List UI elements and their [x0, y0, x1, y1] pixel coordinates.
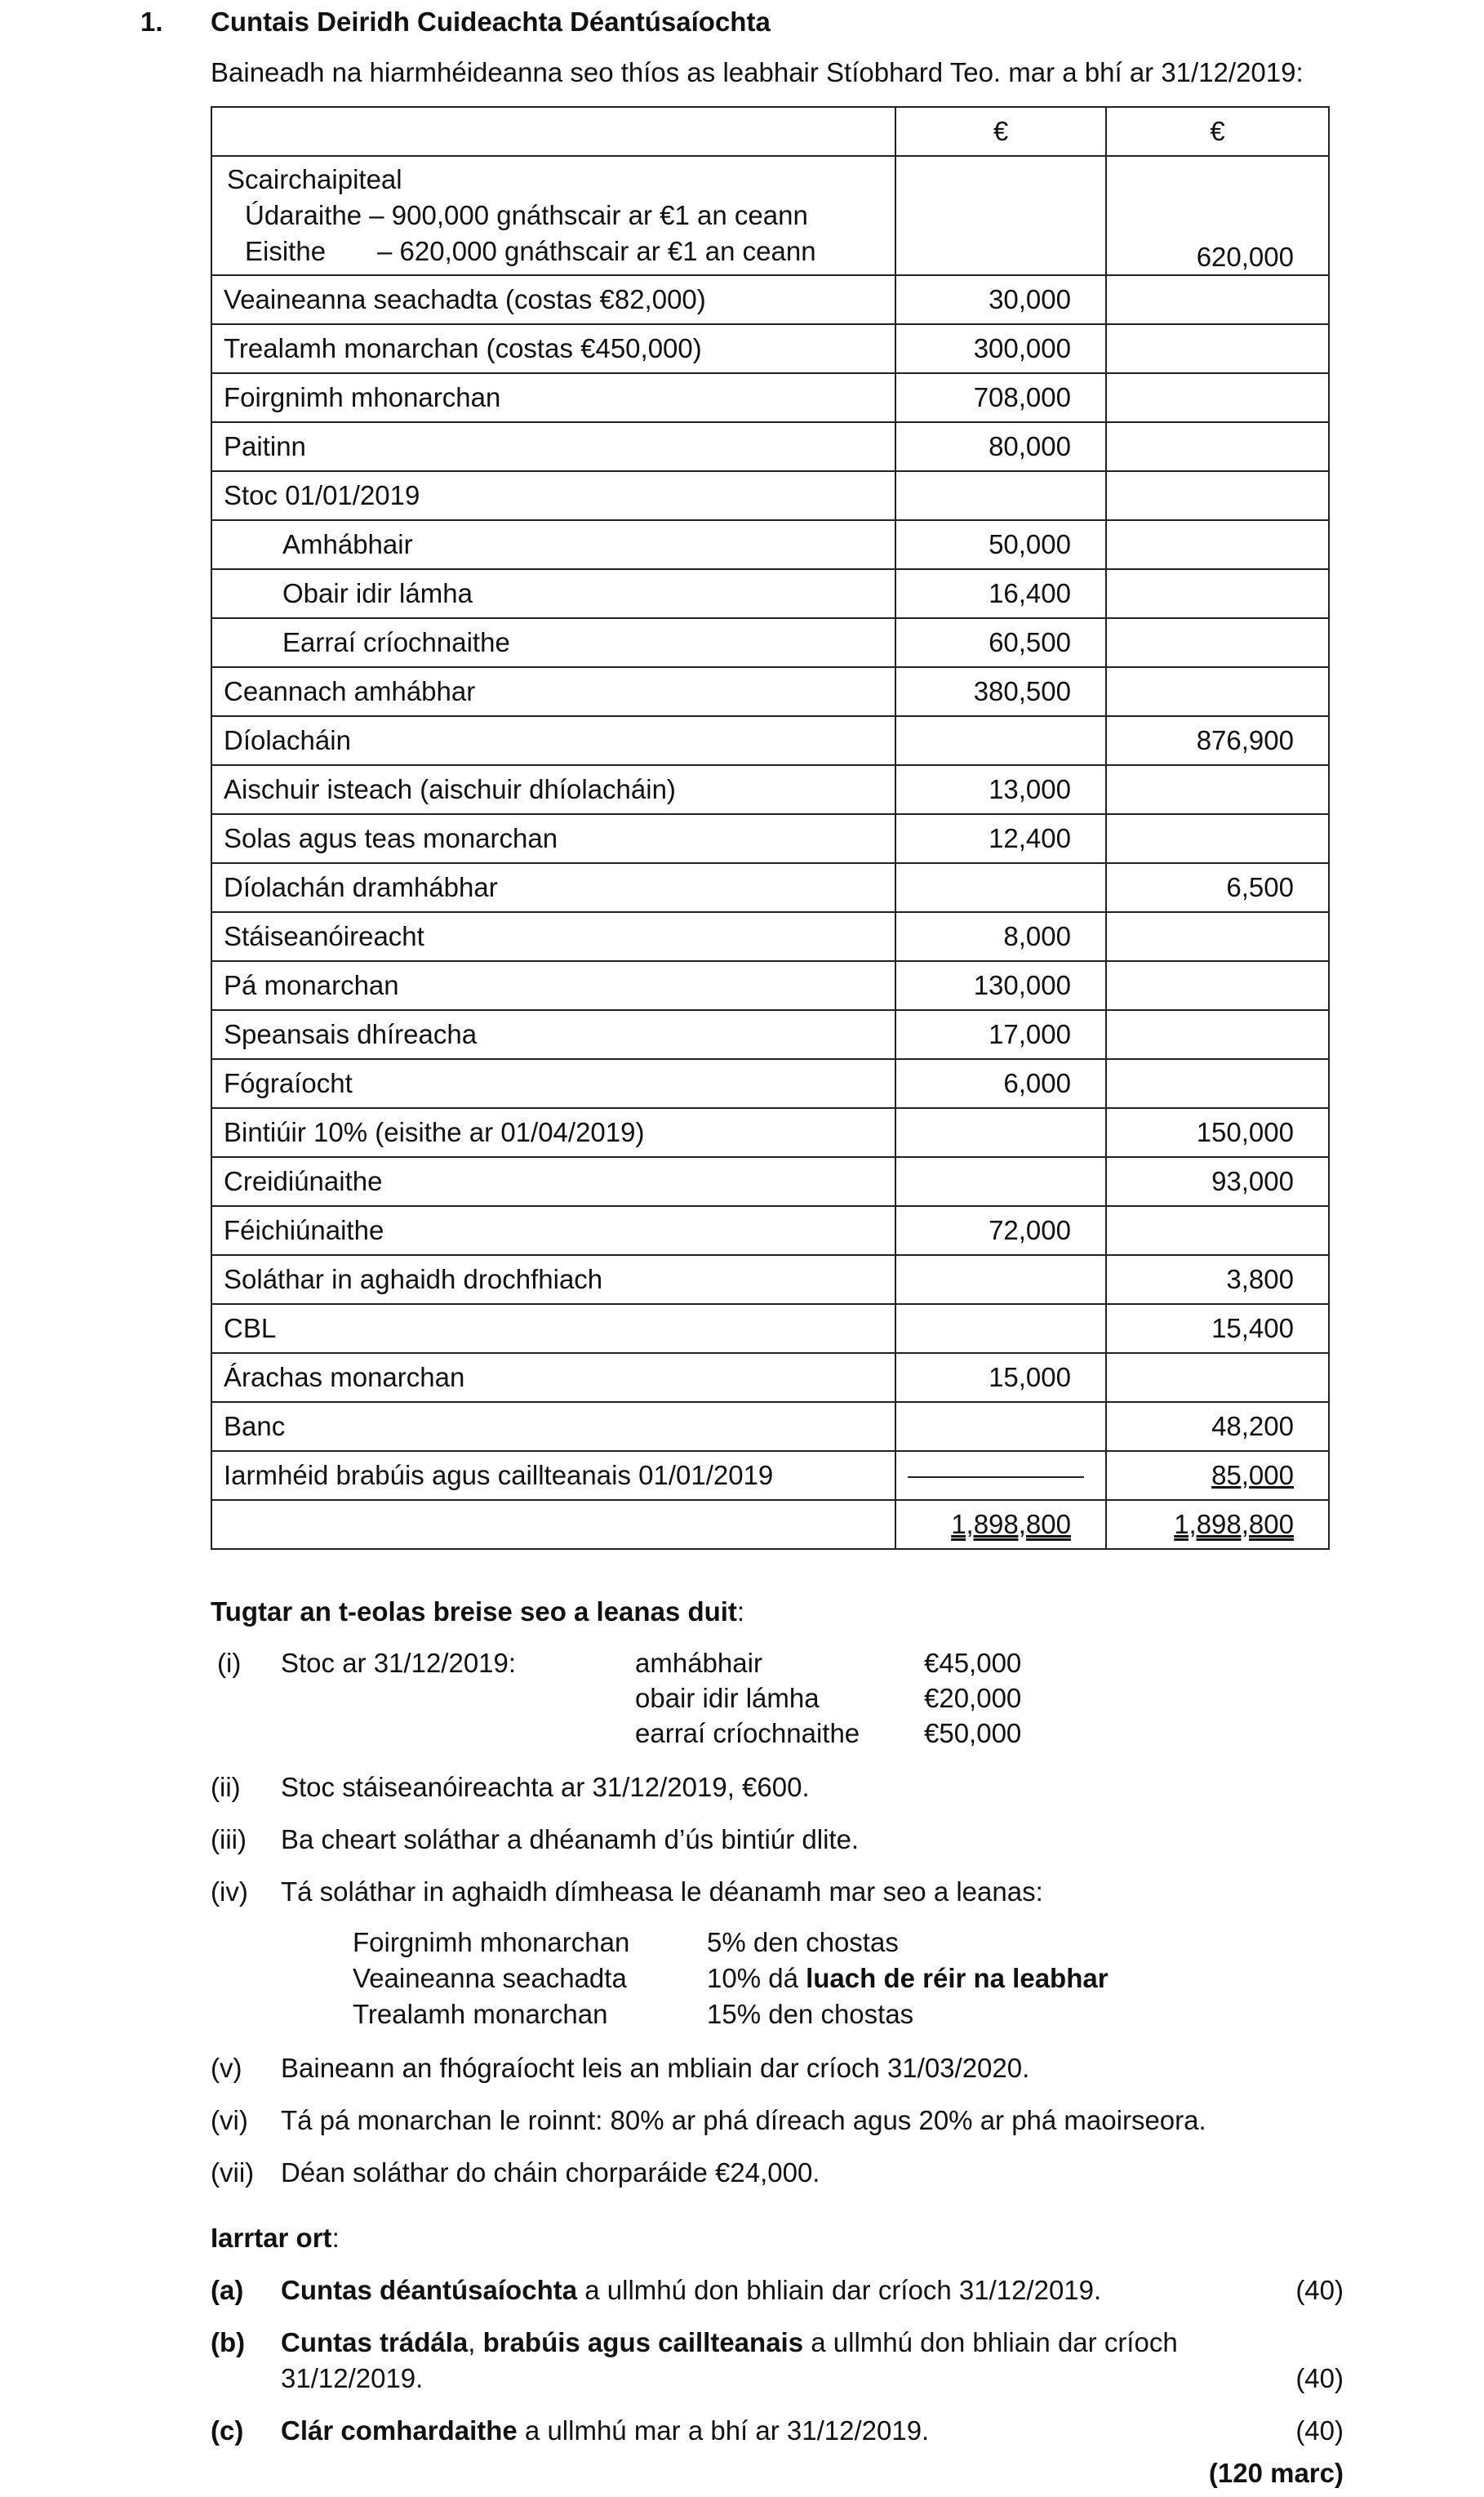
item-vi-text: Tá pá monarchan le roinnt: 80% ar phá díreach agus 20% ar phá maoirseora. — [281, 2105, 1206, 2135]
task-b-marks: (40) — [1295, 2363, 1344, 2393]
table-row: Iarmhéid brabúis agus caillteanais 01/01/2019 85,000 — [211, 1451, 1329, 1500]
debit-currency: € — [895, 107, 1106, 156]
item-i-label: Stoc ar 31/12/2019: — [281, 1648, 517, 1678]
share-capital-row — [211, 156, 1329, 275]
table-row: Amhábhair 50,000 — [211, 520, 1329, 569]
item-iii-number: (iii) — [211, 1824, 247, 1854]
stock-finished-label: earraí críochnaithe — [635, 1718, 860, 1748]
task-a-text: Cuntas déantúsaíochta a ullmhú don bhliain dar críoch 31/12/2019. — [281, 2275, 1102, 2305]
table-row: Ceannach amhábhar 380,500 — [211, 667, 1329, 716]
table-row: Foirgnimh mhonarchan 708,000 — [211, 373, 1329, 422]
item-ii-text: Stoc stáiseanóireachta ar 31/12/2019, €600. — [281, 1772, 810, 1802]
task-c-label: (c) — [211, 2415, 244, 2446]
table-row: Féichiúnaithe 72,000 — [211, 1206, 1329, 1255]
issued-text: – 620,000 gnáthscair ar €1 an ceann — [377, 236, 816, 266]
table-row: Fógraíocht 6,000 — [211, 1059, 1329, 1108]
depr-equipment-label: Trealamh monarchan — [353, 1999, 608, 2029]
table-row: CBL 15,400 — [211, 1304, 1329, 1353]
item-vi-number: (vi) — [211, 2105, 248, 2135]
item-iv-number: (iv) — [211, 1876, 248, 1907]
item-ii-number: (ii) — [211, 1772, 241, 1802]
table-row: Paitinn 80,000 — [211, 422, 1329, 471]
stock-finished-value: €50,000 — [924, 1718, 1022, 1748]
share-capital-heading: Scairchaipiteal — [227, 164, 402, 194]
table-row: Bintiúir 10% (eisithe ar 01/04/2019) 150,000 — [211, 1108, 1329, 1157]
question-number: 1. — [140, 7, 163, 37]
question-intro: Baineadh na hiarmhéideanna seo thíos as leabhair Stíobhard Teo. mar a bhí ar 31/12/2019: — [211, 57, 1304, 87]
task-c-marks: (40) — [1295, 2415, 1344, 2446]
table-row: Creidiúnaithe 93,000 — [211, 1157, 1329, 1206]
table-row: Speansais dhíreacha 17,000 — [211, 1010, 1329, 1059]
depr-vans-rate: 10% dá luach de réir na leabhar — [707, 1963, 1109, 1993]
table-row: Obair idir lámha 16,400 — [211, 569, 1329, 618]
authorised-text: – 900,000 gnáthscair ar €1 an ceann — [369, 200, 808, 230]
currency-header-row — [211, 107, 1329, 156]
table-row: Solas agus teas monarchan 12,400 — [211, 814, 1329, 863]
table-row: Árachas monarchan 15,000 — [211, 1353, 1329, 1402]
table-row: Stoc 01/01/2019 — [211, 471, 1329, 520]
trial-balance-table — [211, 106, 1330, 1550]
debit-underline — [908, 1476, 1084, 1478]
task-b-text: Cuntas trádála, brabúis agus caillteanais a ullmhú don bhliain dar críoch — [281, 2327, 1178, 2357]
totals-row — [211, 1500, 1329, 1549]
table-row: Díolachán dramhábhar 6,500 — [211, 863, 1329, 912]
table-row: Veaineanna seachadta (costas €82,000) 30,000 — [211, 275, 1329, 324]
task-b-text-line2: 31/12/2019. — [281, 2363, 424, 2393]
table-row: Soláthar in aghaidh drochfhiach 3,800 — [211, 1255, 1329, 1304]
depr-buildings-rate: 5% den chostas — [707, 1927, 899, 1957]
stock-raw-materials-value: €45,000 — [924, 1648, 1022, 1678]
task-b-label: (b) — [211, 2327, 246, 2357]
item-v-text: Baineann an fhógraíocht leis an mbliain dar críoch 31/03/2020. — [281, 2053, 1030, 2083]
stock-wip-value: €20,000 — [924, 1683, 1022, 1713]
item-iii-text: Ba cheart soláthar a dhéanamh d’ús bintiúr dlite. — [281, 1824, 860, 1854]
depr-buildings-label: Foirgnimh mhonarchan — [353, 1927, 630, 1957]
credit-currency: € — [1106, 107, 1329, 156]
task-a-label: (a) — [211, 2275, 244, 2305]
stock-wip-label: obair idir lámha — [635, 1683, 820, 1713]
table-row: Stáiseanóireacht 8,000 — [211, 912, 1329, 961]
debit-total: 1,898,800 — [951, 1509, 1071, 1539]
table-row: Trealamh monarchan (costas €450,000) 300,000 — [211, 324, 1329, 373]
stock-raw-materials-label: amhábhair — [635, 1648, 762, 1678]
credit-total: 1,898,800 — [1174, 1509, 1294, 1539]
table-row: Pá monarchan 130,000 — [211, 961, 1329, 1010]
issued-label: Eisithe — [245, 236, 327, 266]
item-vii-text: Déan soláthar do cháin chorparáide €24,000. — [281, 2157, 820, 2188]
item-iv-text: Tá soláthar in aghaidh dímheasa le déanamh mar seo a leanas: — [281, 1876, 1043, 1907]
table-row: Aischuir isteach (aischuir dhíolacháin) 13,000 — [211, 765, 1329, 814]
item-i-number: (i) — [217, 1648, 242, 1678]
share-capital-credit: 620,000 — [1106, 156, 1329, 275]
table-row: Banc 48,200 — [211, 1402, 1329, 1451]
item-vii-number: (vii) — [211, 2157, 255, 2188]
additional-info-heading: Tugtar an t-eolas breise seo a leanas duit: — [211, 1596, 745, 1627]
total-marks: (120 marc) — [1208, 2458, 1344, 2488]
tasks-heading: Iarrtar ort: — [211, 2223, 340, 2253]
table-row: Díolacháin 876,900 — [211, 716, 1329, 765]
depr-vans-label: Veaineanna seachadta — [353, 1963, 627, 1993]
authorised-label: Údaraithe — [245, 200, 362, 230]
depr-equipment-rate: 15% den chostas — [707, 1999, 914, 2029]
task-c-text: Clár comhardaithe a ullmhú mar a bhí ar 31/12/2019. — [281, 2415, 930, 2446]
table-row: Earraí críochnaithe 60,500 — [211, 618, 1329, 667]
question-title: Cuntais Deiridh Cuideachta Déantúsaíochta — [211, 7, 771, 37]
task-a-marks: (40) — [1295, 2275, 1344, 2305]
item-v-number: (v) — [211, 2053, 242, 2083]
